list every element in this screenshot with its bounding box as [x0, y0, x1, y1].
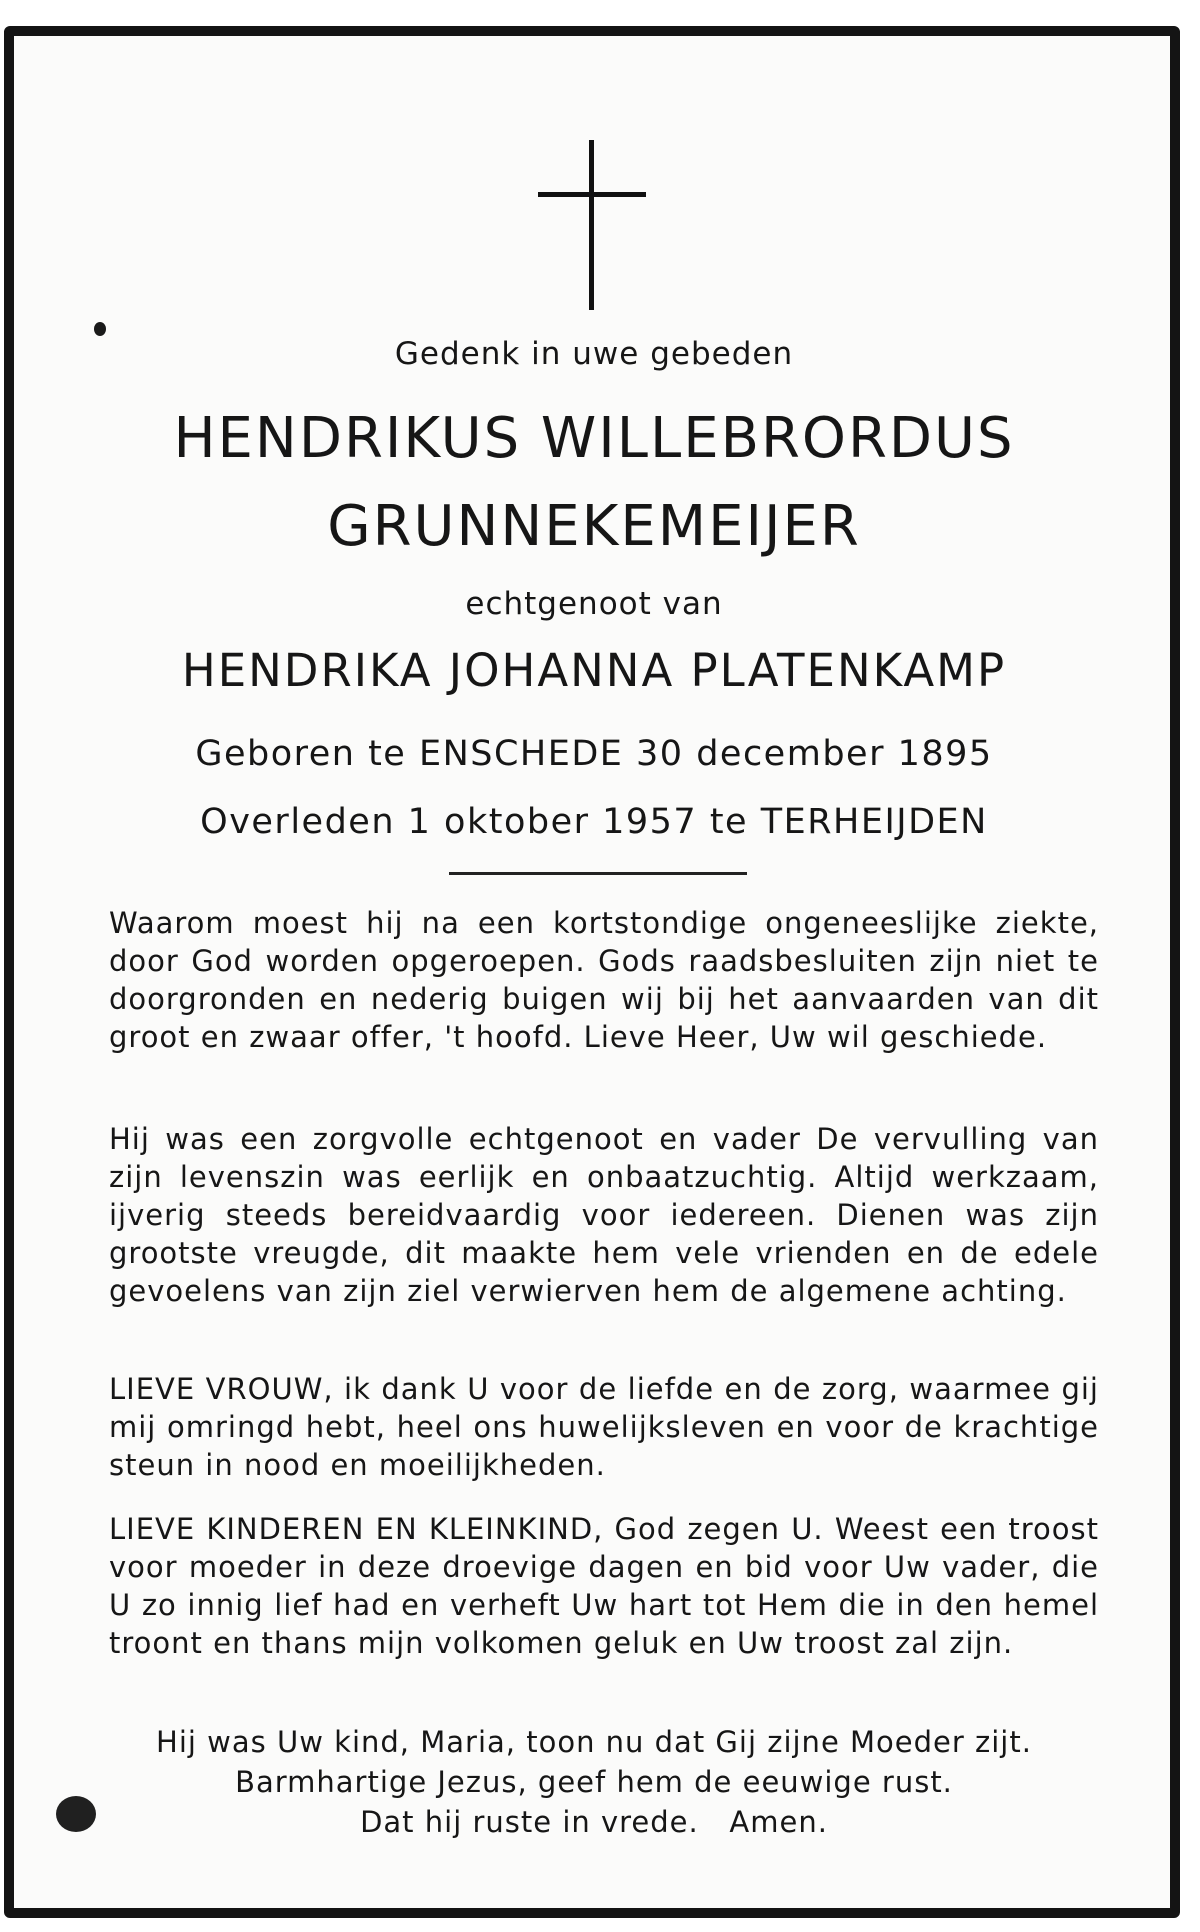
latin-cross-icon [538, 140, 646, 310]
cross-vertical-bar [589, 140, 594, 310]
intro-text: Gedenk in uwe gebeden [394, 336, 794, 372]
deceased-name-line1: HENDRIKUS WILLEBRORDUS [173, 406, 1015, 471]
closing-line-amen: Dat hij ruste in vrede. Amen. [360, 1805, 828, 1839]
ink-spot [94, 322, 106, 336]
closing-line-jezus: Barmhartige Jezus, geef hem de eeuwige rust. [235, 1765, 953, 1799]
death-line: Overleden 1 oktober 1957 te TERHEIJDEN [200, 802, 988, 842]
memorial-card [4, 26, 1180, 1918]
closing-prayer [14, 1722, 1174, 1842]
birth-line: Geboren te ENSCHEDE 30 december 1895 [195, 734, 993, 774]
spouse-label: echtgenoot van [465, 586, 723, 622]
paragraph-character: Hij was een zorgvolle echtgenoot en vader De vervulling van zijn levenszin was eerlijk en onbaatzuchtig. Altijd werkzaam, ijverig steeds bereidvaardig voor iedereen. Dienen was zijn grootste vreugde, dit maakte hem vele vrienden en de edele gevoelens van zijn ziel verwierven hem de algemene achting. [109, 1122, 1099, 1308]
spouse-name: HENDRIKA JOHANNA PLATENKAMP [181, 644, 1007, 697]
deceased-name-line2: GRUNNEKEMEIJER [327, 494, 861, 559]
paragraph-illness: Waarom moest hij na een kortstondige ongeneeslijke ziekte, door God worden opgeroepen. Gods raadsbesluiten zijn niet te doorgronden en nederig buigen wij bij het aanvaarden van dit groot en zwaar offer, 't hoofd. Lieve Heer, Uw wil geschiede. [109, 906, 1099, 1054]
paragraph-wife: LIEVE VROUW, ik dank U voor de liefde en de zorg, waarmee gij mij omringd hebt, heel ons huwelijksleven en voor de krachtige steun in nood en moeilijkheden. [109, 1372, 1099, 1482]
ink-smudge [56, 1796, 96, 1832]
divider [449, 872, 747, 875]
paragraph-children: LIEVE KINDEREN EN KLEINKIND, God zegen U. Weest een troost voor moeder in deze droevige dagen en bid voor Uw vader, die U zo innig lief had en verheft Uw hart tot Hem die in den hemel troont en thans mijn volkomen geluk en Uw troost zal zijn. [109, 1512, 1099, 1660]
closing-line-maria: Hij was Uw kind, Maria, toon nu dat Gij zijne Moeder zijt. [156, 1725, 1032, 1759]
cross-horizontal-bar [538, 192, 646, 197]
